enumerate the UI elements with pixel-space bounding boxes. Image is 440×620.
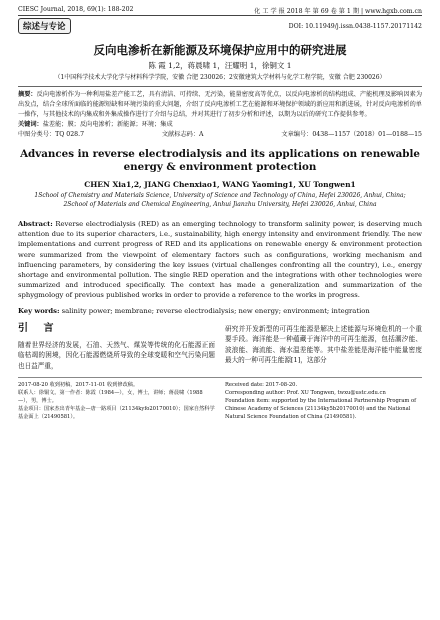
classification-row [18, 130, 422, 140]
footnote-line: Corresponding author: Prof. XU Tongwen, twxu@ustc.edu.cn [225, 390, 386, 397]
chinese-abstract-label: 摘要： [18, 91, 37, 98]
footnote-line: 基金项目：国家杰出青年基金—唐一路项目（21134kyfo20170010）；国家自然科学基金面上（21490581）。 [18, 406, 215, 421]
footnote-line: Foundation item: supported by the International Partnership Program of Chinese Academy of Sciences (21134ky5b20170010) and the National Natural Science Foundation of China (21490581). [225, 398, 417, 421]
divider [18, 86, 422, 87]
intro-left-column [18, 324, 215, 372]
english-keywords-label: Key words: [18, 306, 60, 315]
english-keywords [18, 306, 422, 316]
footnotes-chinese [18, 381, 215, 421]
footnote-line: 2017-08-20 收到初稿，2017-11-01 收到修改稿。 [18, 382, 139, 389]
footnote-line: Received date: 2017-08-20. [225, 382, 298, 389]
intro-paragraph-left: 随着世界经济的发展，石油、天然气、煤炭等传统的化石能源正面临枯竭的困境，因化石能源燃烧所导致的全球变暖和空气污染问题也日益严重， [18, 340, 215, 370]
header-issue-info: 化 工 学 报 2018 年 第 69 卷 第 1 期 | www.hgxb.com.cn [254, 8, 422, 15]
english-affiliation-2: 2School of Materials and Chemical Engineering, Anhui Jianzhu University, Hefei 230026, Anhui, China [63, 201, 377, 208]
introduction-heading: 引 言 [18, 322, 60, 334]
introduction-section [18, 324, 422, 372]
footnote-line: 联系人：徐铜文。第一作者：陈霞（1984—），女，博士，讲师；蒋晨啸（1988—），男，博士。 [18, 390, 203, 405]
english-abstract-text: Reverse electrodialysis (RED) as an emerging technology to transform salinity power, is deserving much attention due to its superior characters, i.e., sustainability, high energy intensity and environment friendly. The new implementations and current progress of RED and its applications on renewable energy & environment protection were summarized from the viewpoint of elementary factors such as configurations, working mechanism and influencing parameters, by considering the key issues (virtual challenges confronting all the country), i.e., energy shortage and environmental pollution. The single RED operation and the integrations with other technologies were summarized and introduced specifically. The context has made a generalization and summarization of the sphygmology of previous published works in order to provide a reference to the works in progress. [18, 220, 422, 300]
header-journal-citation: CIESC Journal, 2018, 69(1): 188-202 [18, 6, 134, 13]
article-number: 文章编号：0438—1157（2018）01—0188—15 [281, 131, 422, 138]
english-authors: CHEN Xia1,2, JIANG Chenxiao1, WANG Yaoming1, XU Tongwen1 [84, 180, 356, 189]
chinese-keywords-label: 关键词： [18, 121, 43, 128]
intro-right-column [225, 324, 422, 372]
chinese-abstract [18, 90, 422, 120]
chinese-keywords [18, 120, 422, 130]
english-affiliation-1: 1School of Chemistry and Materials Science, University of Science and Technology of China, Hefei 230026, Anhui, China; [34, 192, 406, 199]
english-keywords-text: salinity power; membrane; reverse electrodialysis; new energy; environment; integration [61, 306, 370, 315]
english-abstract [18, 219, 422, 301]
tag-doi-row [18, 16, 422, 36]
section-tag: 综述与专论 [18, 18, 71, 34]
chinese-keywords-text: 盐差能；膜；反向电渗析；新能源；环境；集成 [42, 121, 173, 128]
english-title: Advances in reverse electrodialysis and its applications on renewable energy & environment protection [20, 148, 420, 173]
chinese-title: 反向电渗析在新能源及环境保护应用中的研究进展 [93, 43, 347, 57]
clc-number: 中图分类号：TQ 028.7 [18, 131, 85, 138]
chinese-authors: 陈 霞 1,2，蒋晨啸 1，汪耀明 1，徐铜文 1 [148, 61, 292, 70]
footnotes [18, 377, 422, 421]
english-abstract-label: Abstract: [18, 220, 53, 228]
running-header [18, 0, 422, 16]
doi-link[interactable]: DOI: 10.11949/j.issn.0438-1157.20171142 [288, 22, 422, 30]
chinese-abstract-text: 反向电渗析作为一种利用盐差产能工艺，具有清洁、可持续、无污染，能量密度高等优点，以反向电渗析的结构组成、产能机理及影响因素为出发点，结合全球所面临的能源短缺和环境污染的重大问题，介绍了反向电渗析工艺在能源和环境保护领域的新应用和新进展，针对反向电渗析的单一操作，与其他技术的内集成和外集成操作进行了介绍与总结，并对其进行了初步分析和评述，以期为以后的研究工作提供参考。 [18, 91, 423, 118]
intro-paragraph-right: 研究并开发新型的可再生能源是解决上述能源与环境危机的一个重要手段。海洋能是一种蕴藏于海洋中的可再生能源，包括潮汐能、波浪能、海流能、海水温差能等。其中盐差能是海洋能中能量密度最大的一种可再生能源[1]，这部分 [225, 324, 422, 365]
document-code: 文献标志码：A [161, 131, 204, 138]
footnotes-english [225, 381, 422, 421]
chinese-affiliation: （1中国科学技术大学化学与材料科学学院，安徽 合肥 230026；2安徽建筑大学材料与化学工程学院，安徽 合肥 230026） [54, 74, 386, 81]
